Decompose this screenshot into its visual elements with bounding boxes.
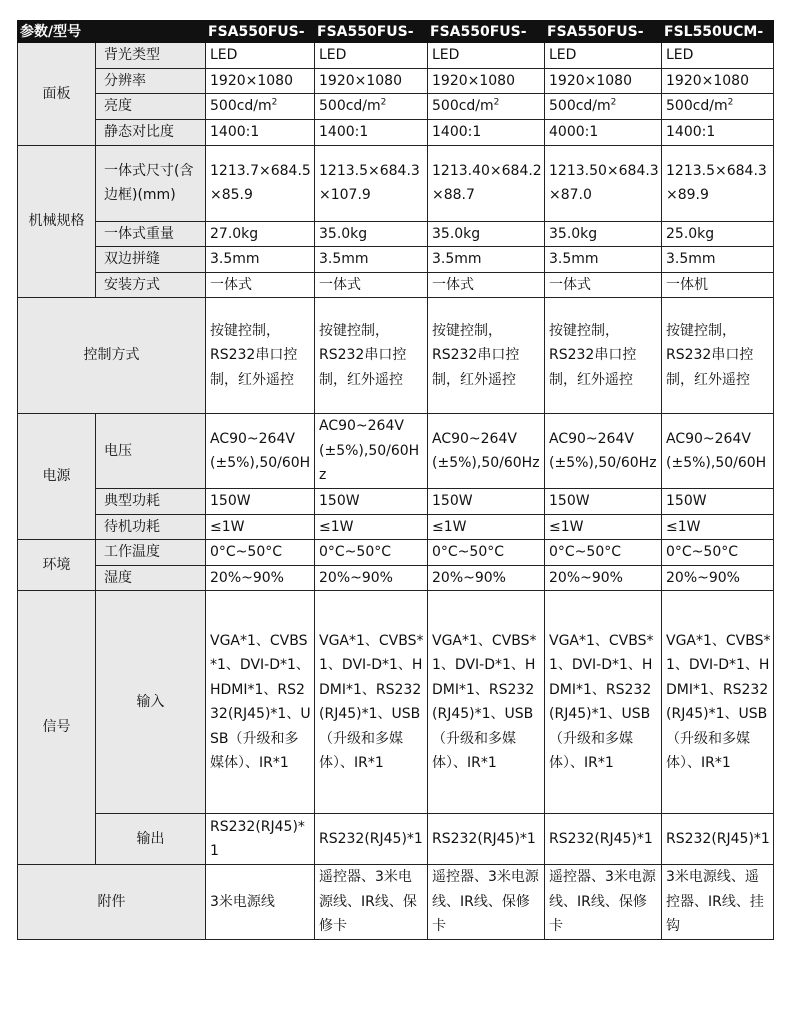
cell-value: 0°C~50°C xyxy=(315,540,428,566)
cell-value xyxy=(315,94,428,120)
spec-table xyxy=(17,20,774,940)
model-name: FSA550FUS- xyxy=(315,21,428,43)
cell-value: LED xyxy=(545,43,662,69)
cell-value: 1400:1 xyxy=(206,120,315,146)
cell-value: RS232(RJ45)*1 xyxy=(206,814,315,865)
brightness-value: 500cd/m xyxy=(666,98,728,115)
category-control: 控制方式 xyxy=(18,298,206,414)
brightness-value: 500cd/m xyxy=(210,98,272,115)
cell-value: 1400:1 xyxy=(315,120,428,146)
row-typical-power xyxy=(18,489,774,515)
cell-value: RS232(RJ45)*1 xyxy=(545,814,662,865)
row-control xyxy=(18,298,774,414)
cell-value: ≤1W xyxy=(315,514,428,540)
row-label: 亮度 xyxy=(96,94,206,120)
row-accessories xyxy=(18,865,774,940)
brightness-value: 500cd/m xyxy=(549,98,611,115)
cell-value: 3.5mm xyxy=(428,247,545,273)
row-input xyxy=(18,591,774,814)
cell-value: VGA*1、CVBS*1、DVI-D*1、HDMI*1、RS232(RJ45)*1、USB（升级和多媒体）、IR*1 xyxy=(662,591,774,814)
cell-value: 20%~90% xyxy=(662,565,774,591)
cell-value: 0°C~50°C xyxy=(662,540,774,566)
model-name: FSA550FUS- xyxy=(545,21,662,43)
row-label: 一体式重量 xyxy=(96,221,206,247)
cell-value: 20%~90% xyxy=(315,565,428,591)
cell-value: 150W xyxy=(315,489,428,515)
cell-value: 1920×1080 xyxy=(428,68,545,94)
cell-value xyxy=(662,94,774,120)
cell-value: VGA*1、CVBS*1、DVI-D*1、HDMI*1、RS232(RJ45)*1、USB（升级和多媒体）、IR*1 xyxy=(428,591,545,814)
cell-value: ≤1W xyxy=(428,514,545,540)
cell-value: 3米电源线 xyxy=(206,865,315,940)
cell-value: LED xyxy=(315,43,428,69)
row-label: 典型功耗 xyxy=(96,489,206,515)
cell-value: 一体式 xyxy=(545,272,662,298)
cell-value: ≤1W xyxy=(206,514,315,540)
cell-value: 20%~90% xyxy=(428,565,545,591)
cell-value: 1920×1080 xyxy=(545,68,662,94)
row-label: 工作温度 xyxy=(96,540,206,566)
cell-value: 27.0kg xyxy=(206,221,315,247)
row-label: 待机功耗 xyxy=(96,514,206,540)
row-output xyxy=(18,814,774,865)
cell-value: 0°C~50°C xyxy=(428,540,545,566)
cell-value: 1920×1080 xyxy=(206,68,315,94)
category-power: 电源 xyxy=(18,414,96,540)
cell-value: AC90~264V(±5%),50/60H xyxy=(662,414,774,489)
category-accessories: 附件 xyxy=(18,865,206,940)
row-label: 背光类型 xyxy=(96,43,206,69)
row-seam xyxy=(18,247,774,273)
brightness-value: 500cd/m xyxy=(432,98,494,115)
row-label: 安装方式 xyxy=(96,272,206,298)
cell-value: 35.0kg xyxy=(315,221,428,247)
cell-value: 一体机 xyxy=(662,272,774,298)
cell-value: 1920×1080 xyxy=(315,68,428,94)
cell-value: 20%~90% xyxy=(206,565,315,591)
cell-value: 1213.5×684.3×107.9 xyxy=(315,145,428,221)
cell-value: VGA*1、CVBS*1、DVI-D*1、HDMI*1、RS232(RJ45)*1、USB（升级和多媒体）、IR*1 xyxy=(315,591,428,814)
cell-value: ≤1W xyxy=(662,514,774,540)
model-name: FSL550UCM- xyxy=(662,21,774,43)
cell-value: AC90~264V(±5%),50/60Hz xyxy=(315,414,428,489)
cell-value: LED xyxy=(428,43,545,69)
cell-value xyxy=(428,94,545,120)
cell-value: 3.5mm xyxy=(662,247,774,273)
row-label: 静态对比度 xyxy=(96,120,206,146)
cell-value: 1213.7×684.5×85.9 xyxy=(206,145,315,221)
cell-value: 一体式 xyxy=(206,272,315,298)
row-resolution xyxy=(18,68,774,94)
cell-value: 0°C~50°C xyxy=(545,540,662,566)
brightness-value: 500cd/m xyxy=(319,98,381,115)
row-label: 湿度 xyxy=(96,565,206,591)
cell-value: 35.0kg xyxy=(545,221,662,247)
cell-value: 35.0kg xyxy=(428,221,545,247)
cell-value: RS232(RJ45)*1 xyxy=(662,814,774,865)
cell-value: 1213.5×684.3×89.9 xyxy=(662,145,774,221)
row-weight xyxy=(18,221,774,247)
cell-value: 4000:1 xyxy=(545,120,662,146)
brightness-sup: 2 xyxy=(610,97,617,108)
cell-value: 1920×1080 xyxy=(662,68,774,94)
cell-value: 150W xyxy=(206,489,315,515)
cell-value: 150W xyxy=(545,489,662,515)
row-standby-power xyxy=(18,514,774,540)
cell-value: 1213.40×684.2×88.7 xyxy=(428,145,545,221)
cell-value: 1400:1 xyxy=(662,120,774,146)
category-mechanical: 机械规格 xyxy=(18,145,96,298)
cell-value: 150W xyxy=(428,489,545,515)
cell-value: 25.0kg xyxy=(662,221,774,247)
cell-value: 0°C~50°C xyxy=(206,540,315,566)
brightness-sup: 2 xyxy=(271,97,278,108)
category-environment: 环境 xyxy=(18,540,96,591)
row-install xyxy=(18,272,774,298)
category-signal: 信号 xyxy=(18,591,96,865)
cell-value: LED xyxy=(206,43,315,69)
cell-value: 1400:1 xyxy=(428,120,545,146)
row-label: 输出 xyxy=(96,814,206,865)
row-backlight xyxy=(18,43,774,69)
cell-value: 遥控器、3米电源线、IR线、保修卡 xyxy=(315,865,428,940)
row-label: 一体式尺寸(含边框)(mm) xyxy=(96,145,206,221)
cell-value: 3.5mm xyxy=(206,247,315,273)
cell-value: VGA*1、CVBS*1、DVI-D*1、HDMI*1、RS232(RJ45)*1、USB（升级和多媒体）、IR*1 xyxy=(206,591,315,814)
row-humidity xyxy=(18,565,774,591)
row-brightness xyxy=(18,94,774,120)
cell-value: 3.5mm xyxy=(545,247,662,273)
cell-value: LED xyxy=(662,43,774,69)
cell-value: AC90~264V(±5%),50/60Hz xyxy=(428,414,545,489)
cell-value: 3米电源线、遥控器、IR线、挂钩 xyxy=(662,865,774,940)
cell-value: AC90~264V(±5%),50/60Hz xyxy=(545,414,662,489)
cell-value: 1213.50×684.3×87.0 xyxy=(545,145,662,221)
cell-value: 150W xyxy=(662,489,774,515)
category-panel: 面板 xyxy=(18,43,96,146)
cell-value: 20%~90% xyxy=(545,565,662,591)
row-temperature xyxy=(18,540,774,566)
cell-value: 遥控器、3米电源线、IR线、保修卡 xyxy=(545,865,662,940)
header-row xyxy=(18,21,774,43)
cell-value: 一体式 xyxy=(315,272,428,298)
cell-value: 遥控器、3米电源线、IR线、保修卡 xyxy=(428,865,545,940)
cell-value: ≤1W xyxy=(545,514,662,540)
row-contrast xyxy=(18,120,774,146)
cell-value: 按键控制，RS232串口控制，红外遥控 xyxy=(662,298,774,414)
row-voltage xyxy=(18,414,774,489)
cell-value: RS232(RJ45)*1 xyxy=(315,814,428,865)
row-label: 电压 xyxy=(96,414,206,489)
model-name: FSA550FUS- xyxy=(428,21,545,43)
brightness-sup: 2 xyxy=(727,97,734,108)
cell-value: 按键控制，RS232串口控制，红外遥控 xyxy=(428,298,545,414)
cell-value: 按键控制，RS232串口控制，红外遥控 xyxy=(206,298,315,414)
cell-value: 按键控制，RS232串口控制，红外遥控 xyxy=(315,298,428,414)
cell-value: AC90~264V(±5%),50/60H xyxy=(206,414,315,489)
cell-value xyxy=(206,94,315,120)
brightness-sup: 2 xyxy=(380,97,387,108)
cell-value: RS232(RJ45)*1 xyxy=(428,814,545,865)
row-label: 双边拼缝 xyxy=(96,247,206,273)
model-name: FSA550FUS- xyxy=(206,21,315,43)
brightness-sup: 2 xyxy=(493,97,500,108)
cell-value: 3.5mm xyxy=(315,247,428,273)
cell-value: 按键控制，RS232串口控制，红外遥控 xyxy=(545,298,662,414)
row-size xyxy=(18,145,774,221)
cell-value: 一体式 xyxy=(428,272,545,298)
cell-value: VGA*1、CVBS*1、DVI-D*1、HDMI*1、RS232(RJ45)*1、USB（升级和多媒体）、IR*1 xyxy=(545,591,662,814)
header-label: 参数/型号 xyxy=(18,21,206,43)
cell-value xyxy=(545,94,662,120)
row-label: 输入 xyxy=(96,591,206,814)
row-label: 分辨率 xyxy=(96,68,206,94)
